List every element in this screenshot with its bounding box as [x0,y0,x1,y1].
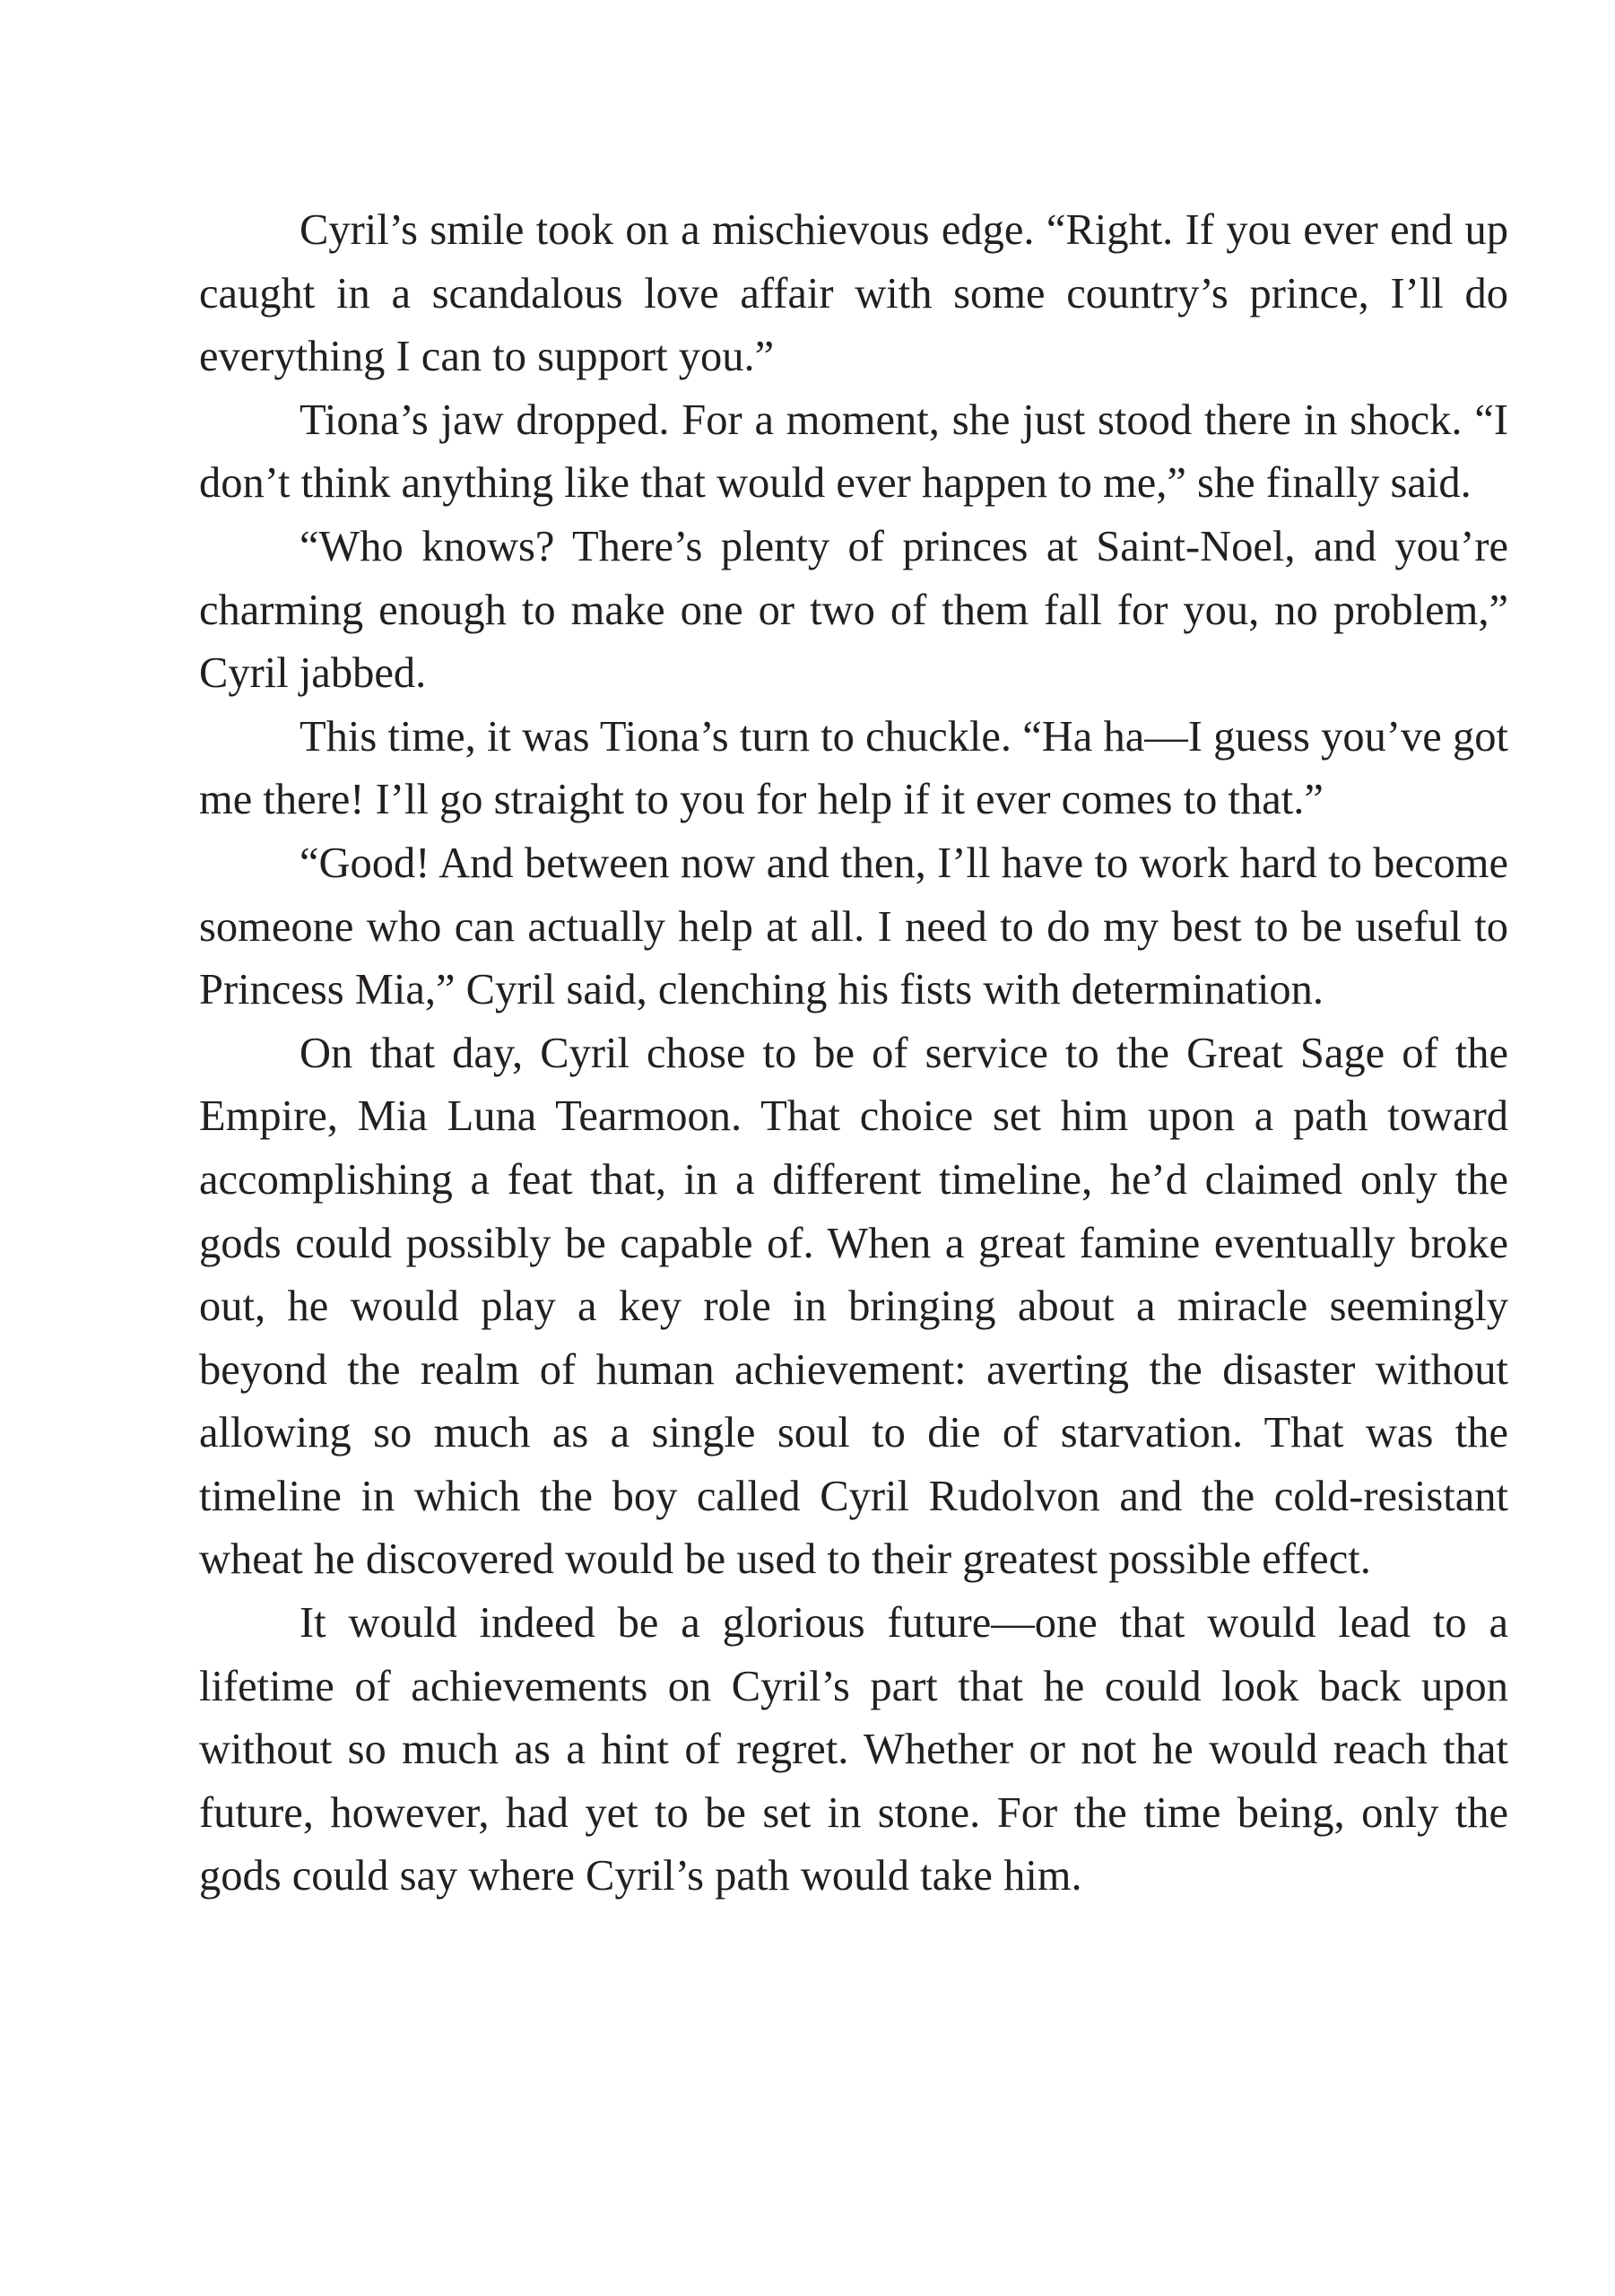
body-text [199,199,1508,1909]
paragraph-2: Tiona’s jaw dropped. For a moment, she just stood there in shock. “I don’t think anything like that would ever happen to me,” she finally said. [199,396,1508,508]
paragraph-7: It would indeed be a glorious future—one that would lead to a lifetime of achievements on Cyril’s part that he could look back upon without so much as a hint of regret. Whether or not he would reach that future, however, had yet to be set in stone. For the time being, only the gods could say where Cyril’s path would take him. [199,1599,1508,1900]
paragraph-6: On that day, Cyril chose to be of service to the Great Sage of the Empire, Mia Luna Tearmoon. That choice set him upon a path toward accomplishing a feat that, in a different timeline, he’d claimed only the gods could possibly be capable of. When a great famine eventually broke out, he would play a key role in bringing about a miracle seemingly beyond the realm of human achievement: averting the disaster without allowing so much as a single soul to die of starvation. That was the timeline in which the boy called Cyril Rudolvon and the cold-resistant wheat he discovered would be used to their greatest possible effect. [199,1029,1508,1584]
paragraph-5: “Good! And between now and then, I’ll have to work hard to become someone who can actually help at all. I need to do my best to be useful to Princess Mia,” Cyril said, clenching his fists with determination. [199,839,1508,1014]
paragraph-4: This time, it was Tiona’s turn to chuckle. “Ha ha—I guess you’ve got me there! I’ll go straight to you for help if it ever comes to that.” [199,712,1508,824]
paragraph-3: “Who knows? There’s plenty of princes at Saint-Noel, and you’re charming enough to make one or two of them fall for you, no problem,” Cyril jabbed. [199,522,1508,698]
paragraph-1: Cyril’s smile took on a mischievous edge. “Right. If you ever end up caught in a scandalous love affair with some country’s prince, I’ll do everything I can to support you.” [199,206,1508,381]
